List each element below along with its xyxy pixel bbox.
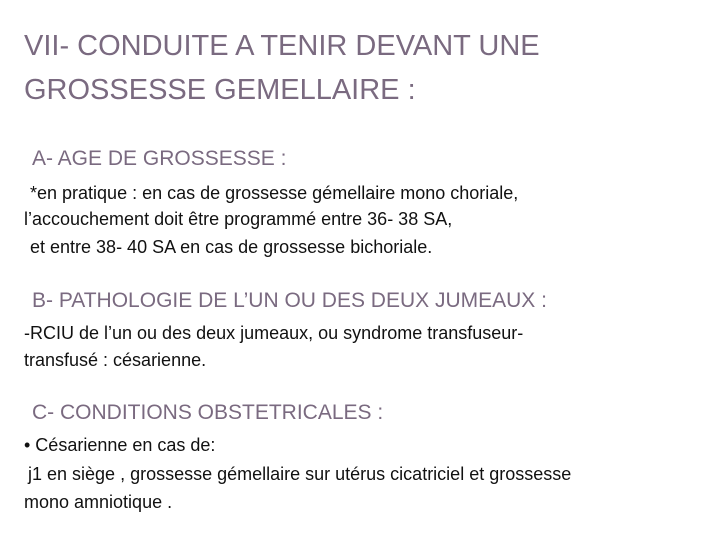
slide-title-line-1: VII- CONDUITE A TENIR DEVANT UNE (24, 30, 540, 62)
slide-title (24, 24, 684, 112)
section-a-line-2: l’accouchement doit être programmé entre 36- 38 SA, (24, 209, 453, 229)
section-c-line-2: j1 en siège , grossesse gémellaire sur utérus cicatriciel et grossesse (28, 464, 572, 484)
section-a-line-3: et entre 38- 40 SA en cas de grossesse bichoriale. (30, 237, 433, 257)
section-c-line-1: • Césarienne en cas de: (24, 435, 216, 455)
section-b-line-2: transfusé : césarienne. (24, 350, 207, 370)
section-a-heading: A- AGE DE GROSSESSE : (32, 147, 287, 170)
section-b-heading: B- PATHOLOGIE DE L’UN OU DES DEUX JUMEAUX : (32, 289, 547, 312)
section-c-line-3: mono amniotique . (24, 492, 173, 512)
section-c-heading: C- CONDITIONS OBSTETRICALES : (32, 401, 384, 424)
slide-title-line-2: GROSSESSE GEMELLAIRE : (24, 74, 416, 106)
section-b-line-1: -RCIU de l’un ou des deux jumeaux, ou syndrome transfuseur- (24, 323, 524, 343)
section-a-line-1: *en pratique : en cas de grossesse gémellaire mono choriale, (30, 183, 519, 203)
